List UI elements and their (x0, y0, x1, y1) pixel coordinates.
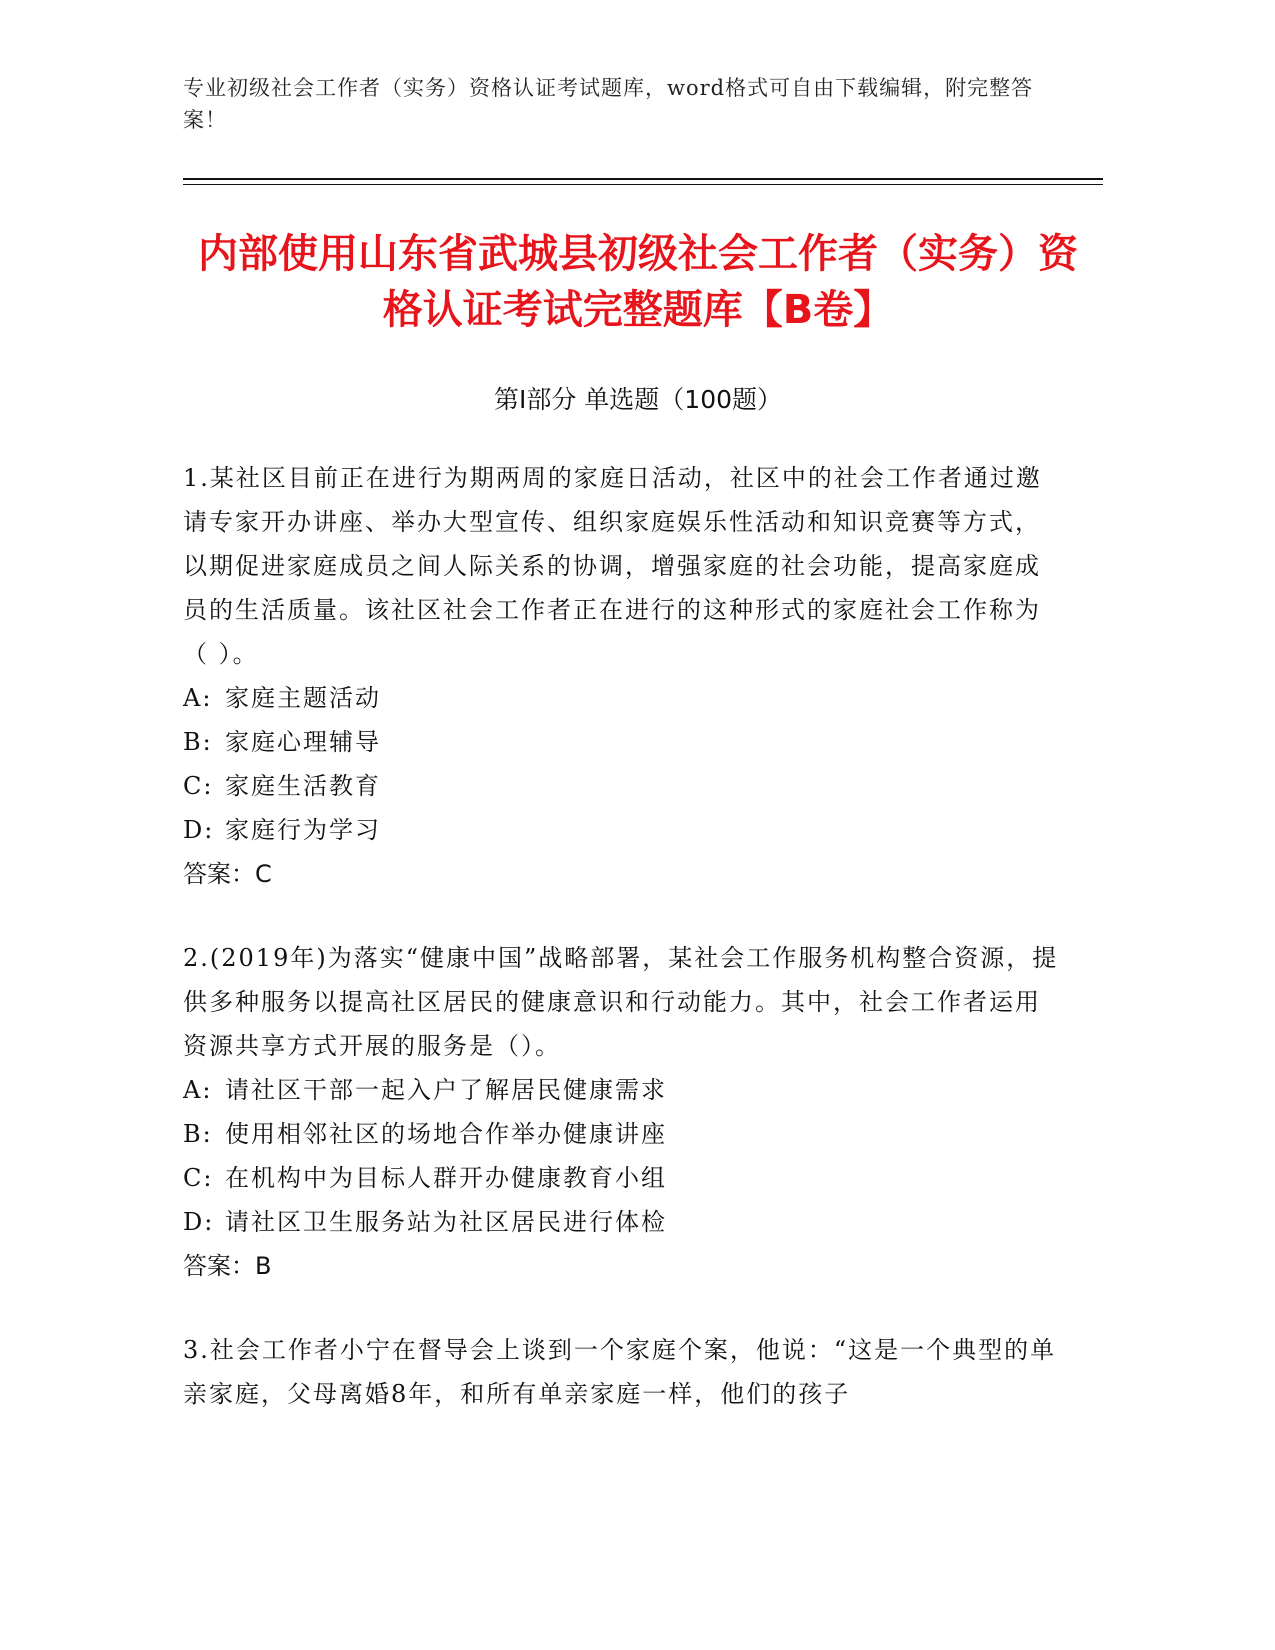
option-text: 家庭主题活动 (225, 684, 381, 712)
option-c (183, 764, 1063, 808)
question-3 (183, 1328, 1063, 1416)
option-a (183, 676, 1063, 720)
answer: 答案：B (183, 1252, 272, 1280)
option-key: C: (183, 1164, 214, 1192)
option-text: 家庭心理辅导 (225, 728, 381, 756)
option-d (183, 808, 1063, 852)
option-a (183, 1068, 1063, 1112)
option-key: A: (183, 1076, 213, 1104)
option-text: 家庭生活教育 (225, 772, 381, 800)
answer: 答案：C (183, 860, 272, 888)
header-divider-thin (183, 184, 1103, 185)
option-key: A: (183, 684, 213, 712)
option-b (183, 1112, 1063, 1156)
option-key: B: (183, 1120, 213, 1148)
document-title: 内部使用山东省武城县初级社会工作者（实务）资格认证考试完整题库【B卷】 (198, 231, 1078, 333)
header-note: 专业初级社会工作者（实务）资格认证考试题库，word格式可自由下载编辑，附完整答案！ (183, 76, 1034, 132)
question-stem: 2.(2019年)为落实“健康中国”战略部署，某社会工作服务机构整合资源，提供多种服务以提高社区居民的健康意识和行动能力。其中，社会工作者运用资源共享方式开展的服务是（）。 (183, 944, 1059, 1060)
option-c (183, 1156, 1063, 1200)
option-key: D: (183, 1208, 215, 1236)
option-text: 使用相邻社区的场地合作举办健康讲座 (225, 1120, 667, 1148)
question-stem: 1.某社区目前正在进行为期两周的家庭日活动，社区中的社会工作者通过邀请专家开办讲座、举办大型宣传、组织家庭娱乐性活动和知识竞赛等方式，以期促进家庭成员之间人际关系的协调，增强家庭的社会功能，提高家庭成员的生活质量。该社区社会工作者正在进行的这种形式的家庭社会工作称为（ ）。 (183, 464, 1042, 668)
question-stem: 3.社会工作者小宁在督导会上谈到一个家庭个案，他说：“这是一个典型的单亲家庭，父母离婚8年，和所有单亲家庭一样，他们的孩子 (183, 1336, 1057, 1408)
option-key: C: (183, 772, 214, 800)
question-1 (183, 456, 1063, 896)
option-text: 在机构中为目标人群开办健康教育小组 (225, 1164, 667, 1192)
section-title: 第Ⅰ部分 单选题（100题） (493, 385, 783, 414)
option-b (183, 720, 1063, 764)
option-text: 请社区卫生服务站为社区居民进行体检 (225, 1208, 667, 1236)
option-text: 家庭行为学习 (225, 816, 381, 844)
option-key: D: (183, 816, 215, 844)
question-2 (183, 936, 1063, 1288)
option-key: B: (183, 728, 213, 756)
header-divider-thick (183, 178, 1103, 180)
option-text: 请社区干部一起入户了解居民健康需求 (225, 1076, 667, 1104)
option-d (183, 1200, 1063, 1244)
